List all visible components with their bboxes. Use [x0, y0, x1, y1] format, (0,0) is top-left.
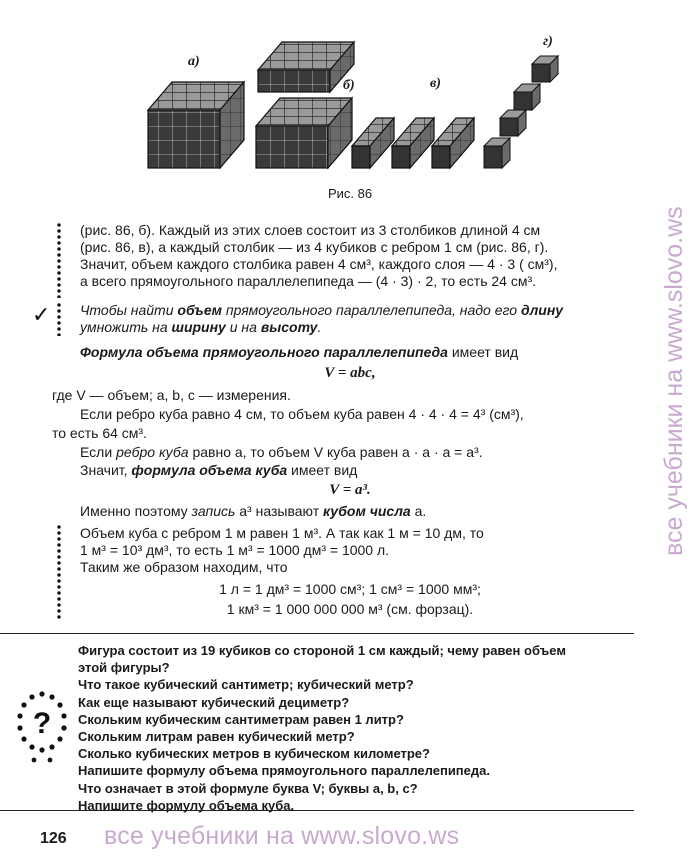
- where-line: где V — объем; a, b, c — измерения.: [52, 387, 291, 403]
- rule-text: .: [317, 319, 322, 335]
- rule-bold-length: длину: [520, 302, 564, 318]
- formula-box-volume: V = abc,: [324, 365, 376, 381]
- cube-example-line-1: Если ребро куба равно 4 см, то объем куба равен 4 · 4 · 4 = 4³ (см³),: [80, 406, 524, 422]
- watermark-side: все учебники на www.slovo.ws: [660, 206, 688, 556]
- cube-general: [80, 444, 483, 461]
- cube-formula-intro-text: Значит,: [80, 462, 132, 478]
- rule-text: умножить на: [80, 319, 172, 335]
- question-6: Сколько кубических метров в кубическом километре?: [78, 746, 430, 762]
- margin-dots-1: [57, 222, 61, 298]
- para1-line-4: а всего прямоугольного параллелепипеда — (4 · 3) · 2, то есть 24 см³.: [80, 273, 537, 289]
- figure-label-g: г): [543, 34, 553, 49]
- rule-text: прямоугольного параллелепипеда, надо его: [221, 302, 521, 318]
- para1-line-3: Значит, объем каждого столбика равен 4 см³, каждого слоя — 4 · 3 ( см³),: [80, 256, 558, 272]
- block-a: [148, 82, 244, 168]
- formula-intro-bold: Формула объема прямоугольного параллелепипеда: [80, 344, 448, 360]
- block-b-bottom: [256, 98, 352, 168]
- question-1-cont: этой фигуры?: [78, 660, 170, 676]
- cubes-g: [484, 56, 558, 168]
- para1-line-1: (рис. 86, б). Каждый из этих слоев состоит из 3 столбиков длиной 4 см: [80, 222, 541, 238]
- question-7: Напишите формулу объема прямоугольного параллелепипеда.: [78, 763, 490, 779]
- para1-line-2: (рис. 86, в), а каждый столбик — из 4 кубиков с ребром 1 см (рис. 86, г).: [80, 239, 549, 255]
- question-1: Фигура состоит из 19 кубиков со стороной 1 см каждый; чему равен объем: [78, 643, 566, 658]
- svg-text:?: ?: [32, 707, 52, 740]
- rule-text: Чтобы найти: [80, 302, 178, 318]
- cube-formula-intro: [80, 462, 357, 479]
- questions-top-rule: [0, 633, 634, 634]
- question-5: Скольким литрам равен кубический метр?: [78, 729, 355, 745]
- para2-line-1: Объем куба с ребром 1 м равен 1 м³. А так как 1 м = 10 дм, то: [80, 525, 484, 541]
- figure-86-cubes: [130, 28, 585, 178]
- cube-general-italic: ребро куба: [116, 444, 189, 460]
- formula-intro: [80, 344, 518, 361]
- paragraph-1: [80, 222, 557, 290]
- figure-caption: Рис. 86: [327, 186, 373, 201]
- cube-number-text: a³ называют: [235, 503, 324, 519]
- margin-dots-2: [57, 302, 61, 336]
- question-8: Что означает в этой формуле буква V; буквы a, b, c?: [78, 780, 418, 796]
- watermark-bottom: все учебники на www.slovo.ws: [104, 822, 460, 850]
- figure-label-v: в): [430, 76, 441, 91]
- cube-example-line-2: то есть 64 см³.: [52, 425, 147, 441]
- para2-line-3: Таким же образом находим, что: [80, 559, 288, 575]
- formula-box-cube: V = a³.: [329, 482, 371, 498]
- questions-bottom-rule: [0, 810, 634, 811]
- question-4: Скольким кубическим сантиметрам равен 1 литр?: [78, 711, 404, 727]
- paragraph-2: [80, 525, 484, 576]
- cube-number-text: a.: [410, 503, 427, 519]
- cube-number-italic: запись: [191, 503, 236, 519]
- rule-text: и на: [225, 319, 261, 335]
- rule-bold-width: ширину: [171, 319, 226, 335]
- figure-label-b: б): [343, 78, 355, 93]
- rule-bold-volume: объем: [177, 302, 222, 318]
- rule-bold-height: высоту: [260, 319, 318, 335]
- volume-rule: [80, 302, 563, 336]
- cube-number-bold: кубом числа: [323, 503, 411, 519]
- question-2: Что такое кубический сантиметр; кубический метр?: [78, 677, 414, 693]
- formula-intro-text: имеет вид: [447, 344, 519, 360]
- para2-line-2: 1 м³ = 10³ дм³, то есть 1 м³ = 1000 дм³ = 1000 л.: [80, 542, 390, 558]
- question-9: Напишите формулу объема куба.: [78, 797, 295, 813]
- cube-number: [80, 503, 426, 520]
- units-line-2: 1 км³ = 1 000 000 000 м³ (см. форзац).: [226, 601, 474, 617]
- question-3: Как еще называют кубический дециметр?: [78, 694, 350, 710]
- block-b-top: [258, 42, 354, 92]
- columns-v: [352, 118, 474, 168]
- page-number: 126: [40, 830, 67, 847]
- cube-general-text: равно a, то объем V куба равен a · a · a = a³.: [188, 444, 483, 460]
- review-questions: [78, 642, 638, 814]
- cube-general-text: Если: [80, 444, 117, 460]
- cube-number-text: Именно поэтому: [80, 503, 192, 519]
- units-line-1: 1 л = 1 дм³ = 1000 см³; 1 см³ = 1000 мм³;: [219, 581, 481, 597]
- cube-formula-intro-bold: формула объема куба: [131, 462, 288, 478]
- question-mark-icon: [14, 688, 70, 770]
- cube-formula-intro-text: имеет вид: [287, 462, 358, 478]
- checkmark-icon: ✓: [32, 302, 51, 327]
- figure-label-a: а): [188, 54, 200, 69]
